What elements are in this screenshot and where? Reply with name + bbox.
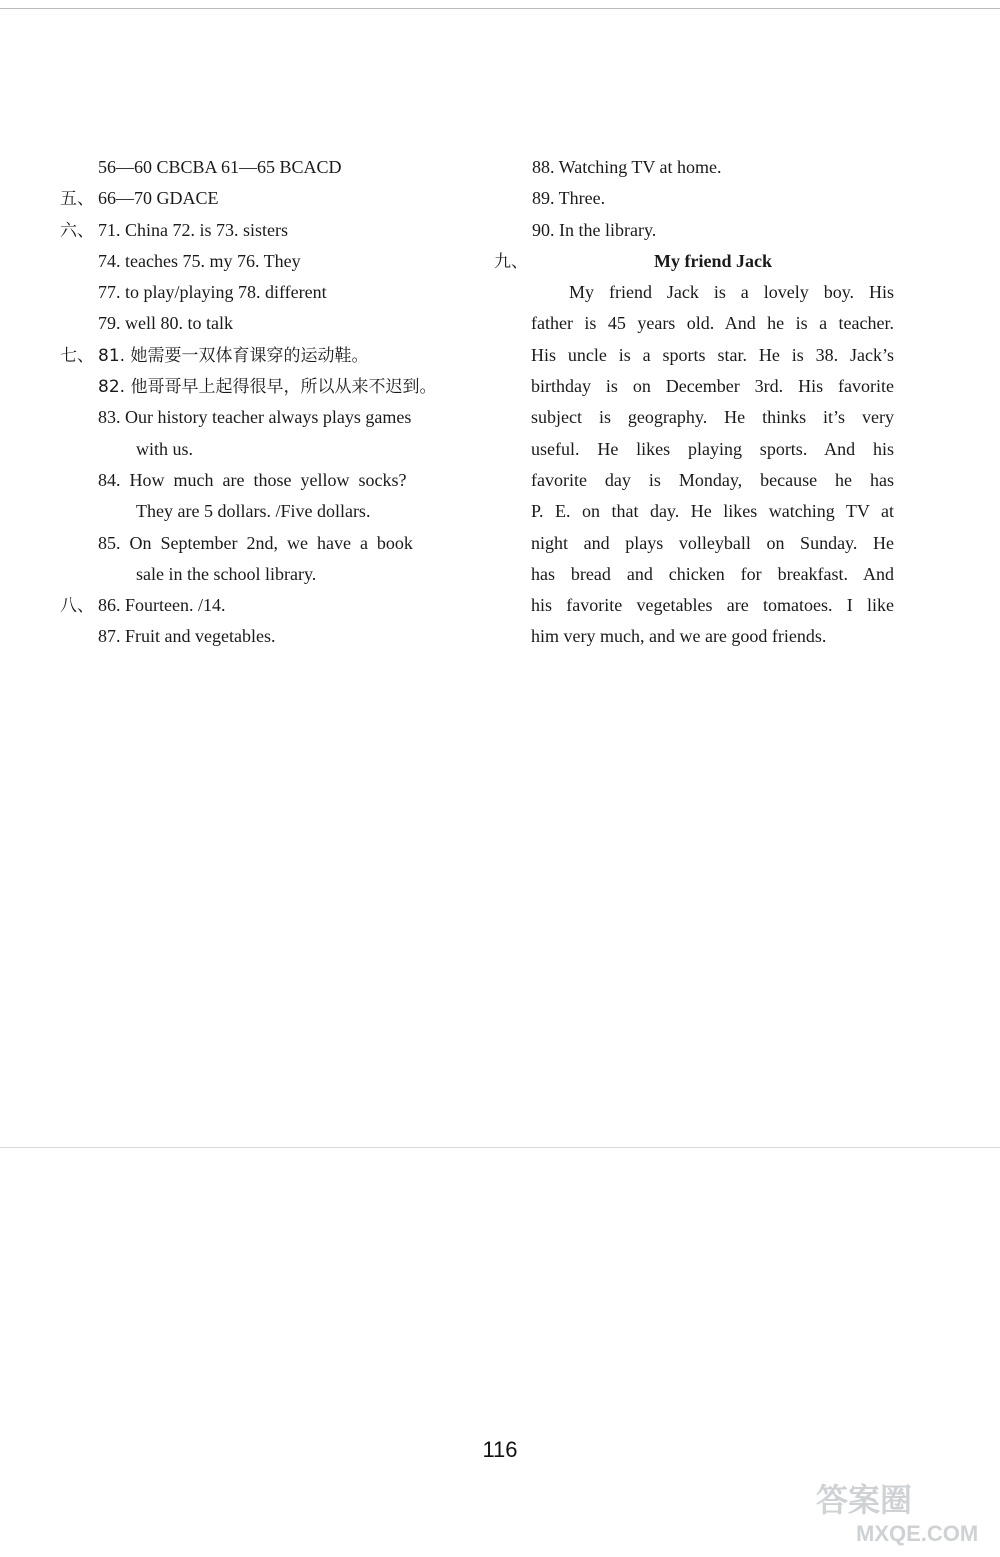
essay-line: his favorite vegetables are tomatoes. I like bbox=[531, 595, 894, 616]
top-rule bbox=[0, 8, 1000, 9]
answer-line: 84. How much are those yellow socks? bbox=[98, 469, 407, 490]
answer-line: 90. In the library. bbox=[532, 219, 657, 240]
essay-line: night and plays volleyball on Sunday. He bbox=[531, 532, 894, 553]
answer-line: 88. Watching TV at home. bbox=[532, 157, 722, 177]
answer-line: 87. Fruit and vegetables. bbox=[98, 626, 276, 647]
answer-line: 74. teaches 75. my 76. They bbox=[98, 250, 301, 271]
essay-title: My friend Jack bbox=[654, 250, 772, 271]
bottom-rule bbox=[0, 1147, 1000, 1148]
section-marker: 六、 bbox=[60, 220, 94, 241]
answer-line: 六、 71. China 72. is 73. sisters bbox=[60, 215, 470, 246]
essay-body bbox=[494, 277, 894, 653]
answer-line: 89. Three. bbox=[532, 188, 606, 209]
section-marker: 八、 bbox=[60, 596, 94, 617]
answer-line: They are 5 dollars. /Five dollars. bbox=[136, 501, 371, 522]
answer-line: 五、 66—70 GDACE bbox=[60, 183, 470, 214]
answer-column-right bbox=[494, 152, 894, 653]
essay-line: father is 45 years old. And he is a teacher. bbox=[531, 313, 894, 334]
essay-line: useful. He likes playing sports. And his bbox=[531, 438, 894, 459]
answer-line: 85. On September 2nd, we have a book bbox=[98, 532, 413, 553]
answer-line: sale in the school library. bbox=[136, 563, 317, 584]
essay-heading-line bbox=[494, 246, 894, 277]
section-marker: 五、 bbox=[60, 189, 94, 210]
essay-line: His uncle is a sports star. He is 38. Jack’s bbox=[531, 344, 894, 365]
answer-line: 56—60 CBCBA 61—65 BCACD bbox=[98, 157, 342, 177]
answer-column-left bbox=[60, 152, 470, 653]
page-number: 116 bbox=[482, 1437, 518, 1462]
answer-line: 七、 81. 她需要一双体育课穿的运动鞋。 bbox=[60, 340, 470, 371]
essay-line: him very much, and we are good friends. bbox=[531, 626, 827, 647]
section-marker: 七、 bbox=[60, 345, 94, 366]
answer-line: with us. bbox=[136, 438, 194, 459]
answer-line: 77. to play/playing 78. different bbox=[98, 282, 327, 303]
essay-line: has bread and chicken for breakfast. And bbox=[531, 563, 894, 584]
answer-line: 82. 他哥哥早上起得很早，所以从来不迟到。 bbox=[98, 377, 437, 398]
essay-line: birthday is on December 3rd. His favorite bbox=[531, 376, 894, 397]
essay-line: My friend Jack is a lovely boy. His bbox=[569, 282, 894, 303]
essay-line: P. E. on that day. He likes watching TV at bbox=[531, 501, 894, 522]
section-marker: 九、 bbox=[494, 251, 528, 272]
essay-line: favorite day is Monday, because he has bbox=[531, 469, 894, 490]
watermark-logo bbox=[786, 1477, 986, 1547]
answer-line: 79. well 80. to talk bbox=[98, 313, 233, 334]
answer-line: 83. Our history teacher always plays games bbox=[98, 407, 412, 428]
watermark-zh-text: 答案圈 bbox=[816, 1481, 913, 1519]
essay-line: subject is geography. He thinks it’s very bbox=[531, 407, 894, 428]
watermark-url-text: MXQE.COM bbox=[856, 1521, 979, 1546]
answer-line: 八、 86. Fourteen. /14. bbox=[60, 590, 470, 621]
